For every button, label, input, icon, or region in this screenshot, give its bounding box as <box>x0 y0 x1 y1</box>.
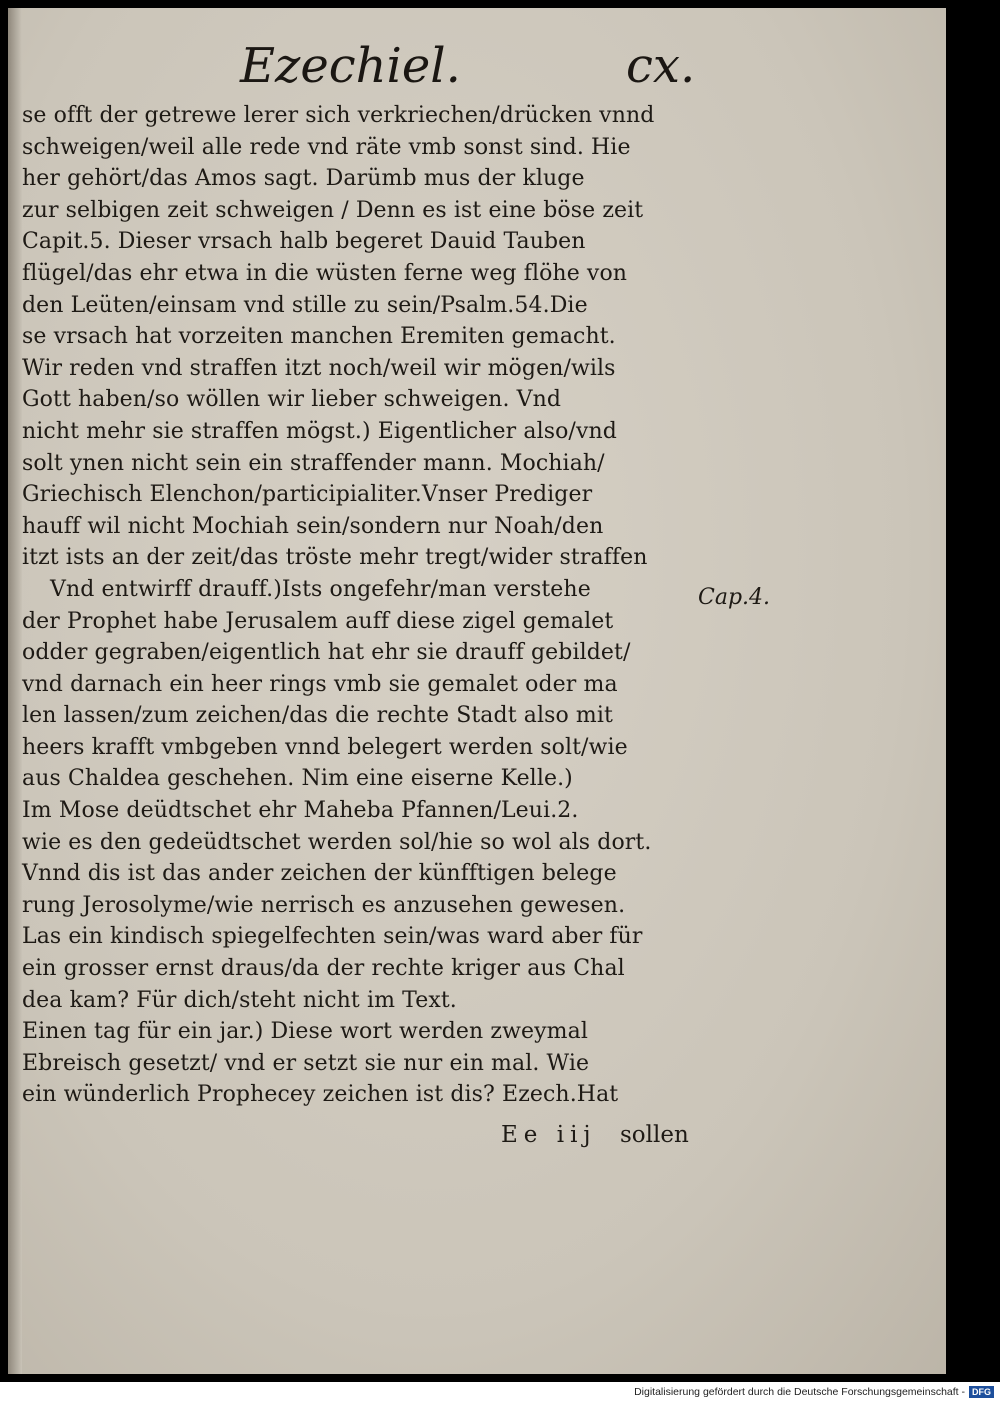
text-line: heers krafft vmbgeben vnnd belegert werden solt/wie <box>22 734 628 760</box>
text-line: Wir reden vnd straffen itzt noch/weil wir mögen/wils <box>22 355 616 381</box>
text-line: se offt der getrewe lerer sich verkriechen/drücken vnnd <box>22 103 655 128</box>
text-line: Einen tag für ein jar.) Diese wort werden zweymal <box>22 1019 588 1045</box>
running-head <box>8 38 946 108</box>
text-line: der Prophet habe Jerusalem auff diese zigel gemalet <box>22 608 614 634</box>
dfg-logo: DFG <box>969 1386 994 1398</box>
text-line: Gott haben/so wöllen wir lieber schweigen. Vnd <box>22 387 562 413</box>
text-line: flügel/das ehr etwa in die wüsten ferne weg flöhe von <box>22 260 628 286</box>
text-line: dea kam? Für dich/steht nicht im Text. <box>22 987 457 1013</box>
text-line: her gehört/das Amos sagt. Darümb mus der kluge <box>22 166 585 192</box>
text-line: Vnnd dis ist das ander zeichen der künfftigen belege <box>22 861 617 887</box>
text-line: aus Chaldea geschehen. Nim eine eiserne Kelle.) <box>22 766 573 792</box>
catchword: sollen <box>620 1122 689 1148</box>
book-page <box>8 8 946 1374</box>
marginal-note: Cap.4. <box>698 585 771 610</box>
text-line: schweigen/weil alle rede vnd räte vmb sonst sind. Hie <box>22 134 631 160</box>
folio-number: cx. <box>626 38 696 94</box>
text-line: Vnd entwirff drauff.)Ists ongefehr/man verstehe <box>50 576 591 602</box>
text-line: len lassen/zum zeichen/das die rechte Stadt also mit <box>22 703 613 729</box>
page-gutter <box>8 8 22 1374</box>
text-line: Im Mose deüdtschet ehr Maheba Pfannen/Leui.2. <box>22 798 579 824</box>
footer-credit <box>634 1384 994 1400</box>
footer-text: Digitalisierung gefördert durch die Deutsche Forschungsgemeinschaft - <box>634 1386 965 1398</box>
running-head-title: Ezechiel. <box>240 38 461 94</box>
text-line: Las ein kindisch spiegelfechten sein/was ward aber für <box>22 924 643 950</box>
signature-mark: Ee iij <box>501 1122 597 1148</box>
text-line: vnd darnach ein heer rings vmb sie gemalet oder ma <box>22 671 618 697</box>
text-line: solt ynen nicht sein ein straffender mann. Mochiah/ <box>22 450 605 476</box>
text-line: se vrsach hat vorzeiten manchen Eremiten gemacht. <box>22 324 616 350</box>
text-line: nicht mehr sie straffen mögst.) Eigentlicher also/vnd <box>22 418 617 444</box>
text-block <box>22 100 708 1111</box>
text-line: odder gegraben/eigentlich hat ehr sie drauff gebildet/ <box>22 640 631 666</box>
text-line: wie es den gedeüdtschet werden sol/hie so wol als dort. <box>22 829 652 855</box>
text-line: itzt ists an der zeit/das tröste mehr tregt/wider straffen <box>22 545 648 571</box>
text-line: zur selbigen zeit schweigen / Denn es ist eine böse zeit <box>22 197 644 223</box>
text-line: ein wünderlich Prophecey zeichen ist dis? Ezech.Hat <box>22 1082 619 1108</box>
text-line: ein grosser ernst draus/da der rechte kriger aus Chal <box>22 956 625 982</box>
text-line: Ebreisch gesetzt/ vnd er setzt sie nur ein mal. Wie <box>22 1050 590 1076</box>
text-line: rung Jerosolyme/wie nerrisch es anzusehen gewesen. <box>22 892 626 918</box>
text-line: den Leüten/einsam vnd stille zu sein/Psalm.54.Die <box>22 292 588 318</box>
text-line: Capit.5. Dieser vrsach halb begeret Dauid Tauben <box>22 229 586 255</box>
catchword-row <box>8 1122 946 1156</box>
text-line: Griechisch Elenchon/participialiter.Vnser Prediger <box>22 482 593 508</box>
text-line: hauff wil nicht Mochiah sein/sondern nur Noah/den <box>22 513 604 539</box>
